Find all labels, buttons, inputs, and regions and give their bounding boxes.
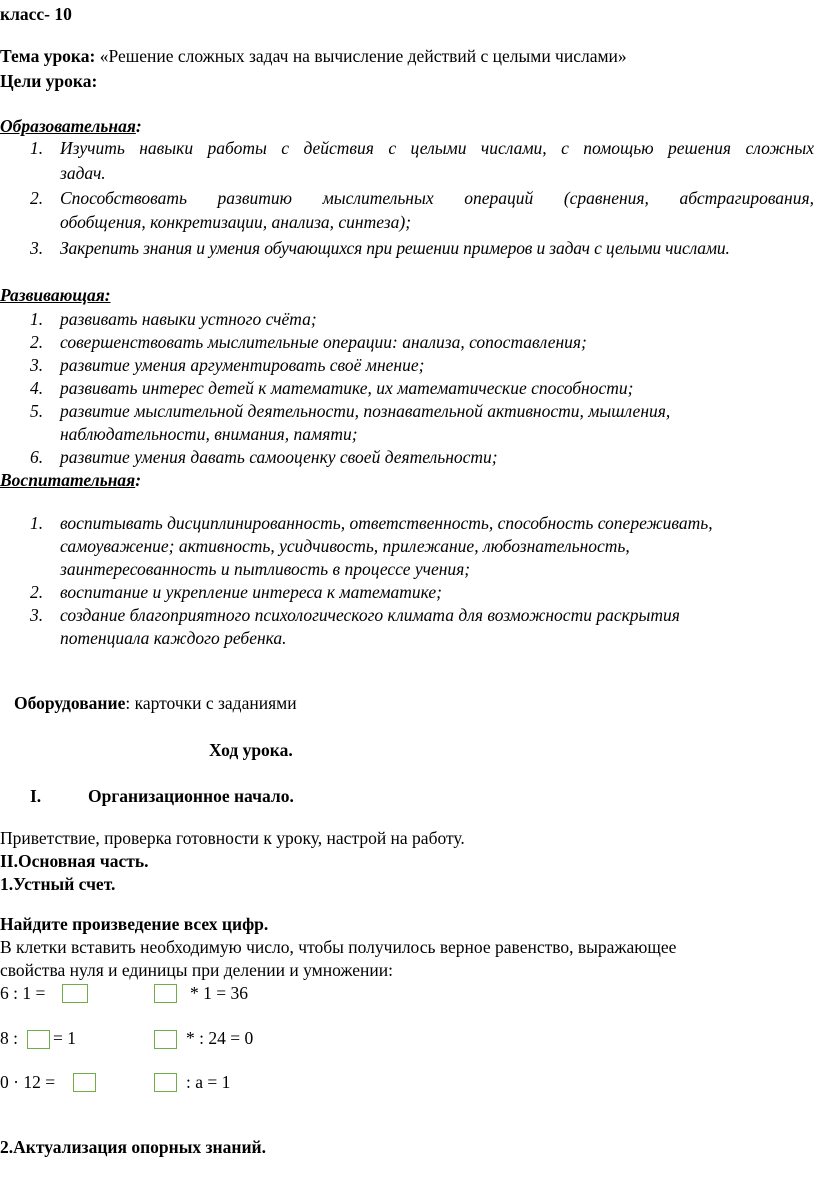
list-item-continued: заинтересованность и пытливость в процессе учения; — [60, 559, 471, 579]
section-number: I. — [30, 786, 42, 806]
list-item: воспитание и укрепление интереса к математике; — [60, 582, 442, 602]
answer-box[interactable] — [154, 1073, 177, 1092]
list-item-continued: обобщения, конкретизации, анализа, синтеза); — [60, 212, 412, 232]
list-number: 3. — [30, 238, 44, 258]
upbringing-heading-text: Воспитательная — [0, 470, 136, 490]
oral-count-heading: 1.Устный счет. — [0, 874, 116, 894]
list-number: 3. — [30, 605, 44, 625]
list-number: 2. — [30, 188, 44, 208]
list-number: 5. — [30, 401, 44, 421]
list-number: 2. — [30, 582, 44, 602]
class-line: класс- 10 — [0, 4, 72, 24]
list-number: 6. — [30, 447, 44, 467]
main-section-heading: II.Основная часть. — [0, 851, 149, 871]
section-title: Организационное начало. — [88, 786, 294, 806]
list-number: 1. — [30, 309, 44, 329]
list-item: Закрепить знания и умения обучающихся при решении примеров и задач с целыми числами. — [60, 238, 730, 258]
list-number: 1. — [30, 138, 44, 158]
equation-text: * 1 = 36 — [190, 983, 248, 1003]
answer-box[interactable] — [154, 1030, 177, 1049]
list-item: Изучить навыки работы с действия с целыми числами, с помощью решения сложных — [60, 138, 814, 158]
list-number: 3. — [30, 355, 44, 375]
list-item-continued: потенциала каждого ребенка. — [60, 628, 287, 648]
equipment-line — [14, 693, 297, 714]
list-item-continued: самоуважение; активность, усидчивость, прилежание, любознательность, — [60, 536, 630, 556]
list-item: развивать интерес детей к математике, их математические способности; — [60, 378, 634, 398]
task-title: Найдите произведение всех цифр. — [0, 914, 269, 934]
equation-text: 0 · 12 = — [0, 1072, 56, 1092]
topic-text: «Решение сложных задач на вычисление действий с целыми числами» — [95, 46, 627, 66]
upbringing-heading — [0, 470, 141, 491]
educational-heading-text: Образовательная — [0, 116, 136, 136]
list-number: 1. — [30, 513, 44, 533]
greeting-text: Приветствие, проверка готовности к уроку, настрой на работу. — [0, 828, 465, 848]
list-item: развивать навыки устного счёта; — [60, 309, 317, 329]
equation-text: 8 : — [0, 1028, 18, 1048]
list-item: создание благоприятного психологического климата для возможности раскрытия — [60, 605, 680, 625]
answer-box[interactable] — [73, 1073, 96, 1092]
actualization-heading: 2.Актуализация опорных знаний. — [0, 1137, 267, 1157]
equation-text: 6 : 1 = — [0, 983, 46, 1003]
answer-box[interactable] — [154, 984, 177, 1003]
developing-heading: Развивающая: — [0, 285, 111, 305]
task-instruction-continued: свойства нуля и единицы при делении и умножении: — [0, 960, 393, 980]
equipment-text: : карточки с заданиями — [125, 693, 297, 713]
list-item: развитие умения аргументировать своё мнение; — [60, 355, 425, 375]
list-item-continued: наблюдательности, внимания, памяти; — [60, 424, 358, 444]
list-item-continued: задач. — [60, 163, 106, 183]
equipment-label: Оборудование — [14, 693, 126, 713]
equation-text: * : 24 = 0 — [186, 1028, 254, 1048]
list-item: развитие мыслительной деятельности, познавательной активности, мышления, — [60, 401, 671, 421]
educational-heading — [0, 116, 142, 137]
equation-text: = 1 — [53, 1028, 76, 1048]
upbringing-colon: : — [135, 470, 142, 490]
educational-colon: : — [135, 116, 142, 136]
list-number: 4. — [30, 378, 44, 398]
lesson-title: Ход урока. — [209, 740, 293, 760]
list-item: совершенствовать мыслительные операции: анализа, сопоставления; — [60, 332, 587, 352]
lesson-topic — [0, 46, 627, 67]
goals-label: Цели урока: — [0, 71, 98, 91]
task-instruction: В клетки вставить необходимую число, чтобы получилось верное равенство, выражающее — [0, 937, 677, 957]
equation-text: : a = 1 — [186, 1072, 231, 1092]
list-item: развитие умения давать самооценку своей деятельности; — [60, 447, 498, 467]
list-item: воспитывать дисциплинированность, ответственность, способность сопереживать, — [60, 513, 713, 533]
list-number: 2. — [30, 332, 44, 352]
topic-label: Тема урока: — [0, 46, 96, 66]
list-item: Способствовать развитию мыслительных операций (сравнения, абстрагирования, — [60, 188, 814, 208]
answer-box[interactable] — [27, 1030, 50, 1049]
answer-box[interactable] — [62, 984, 88, 1003]
